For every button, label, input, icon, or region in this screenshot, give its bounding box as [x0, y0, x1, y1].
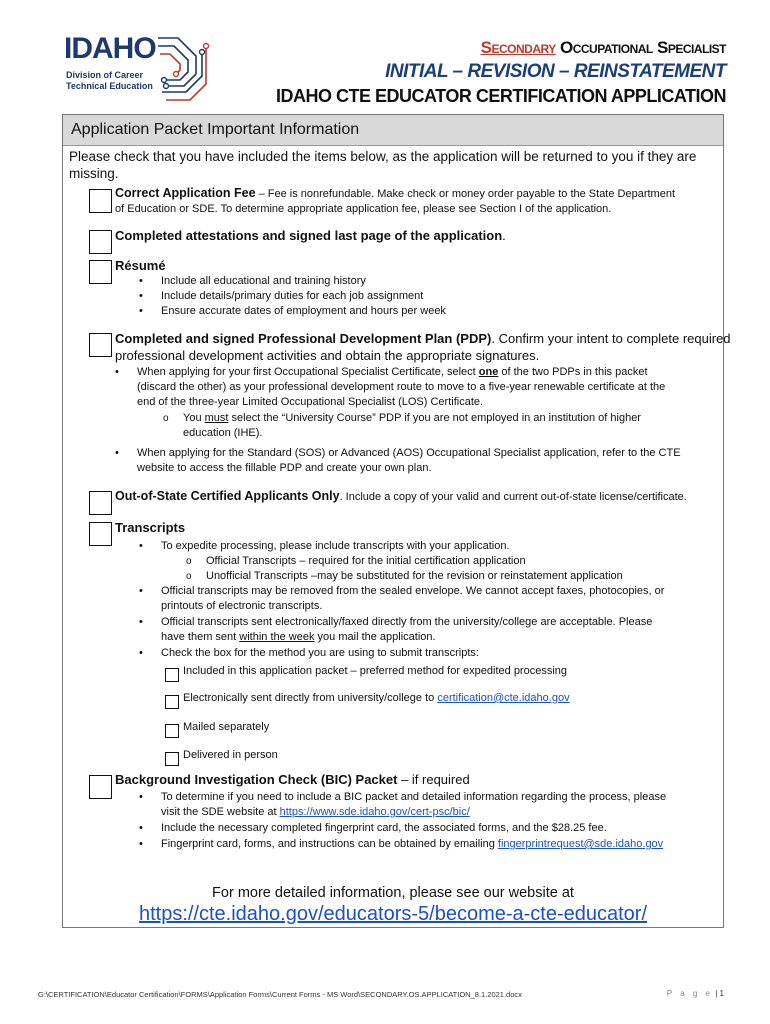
- circuit-icon: [156, 30, 210, 105]
- more-info-text: For more detailed information, please see our website at: [212, 885, 574, 901]
- bic-checkbox[interactable]: [89, 775, 112, 799]
- out-of-state-label: Out-of-State Certified Applicants Only: [115, 489, 340, 503]
- packet-info-box: [62, 114, 731, 928]
- attestations-checkbox[interactable]: [89, 230, 112, 254]
- bic-bullet-3: • Fingerprint card, forms, and instructions can be obtained by emailing fingerprintrequest@sde.idaho.gov: [161, 837, 663, 852]
- transcript-option-mailed: Mailed separately: [183, 721, 270, 733]
- header-line3: IDAHO CTE EDUCATOR CERTIFICATION APPLICATION: [276, 86, 726, 106]
- bic-label: Background Investigation Check (BIC) Packet: [115, 772, 398, 787]
- resume-checkbox[interactable]: [89, 260, 112, 284]
- transcript-option-in-person: Delivered in person: [183, 749, 278, 761]
- bic-item: Background Investigation Check (BIC) Packet – if required: [115, 772, 470, 787]
- resume-bullets: [161, 274, 446, 319]
- pdp-sub-bullet: o You must select the “University Course” PDP if you are not employed in an institution of higher education (IHE).: [183, 411, 641, 441]
- transcript-option-mailed-checkbox[interactable]: [165, 724, 179, 738]
- pdp-item: Completed and signed Professional Development Plan (PDP). Confirm your intent to complete required professional development activities and obtain the appropriate signatures.: [115, 331, 731, 363]
- transcripts-sub-bullets: o Official Transcripts – required for the initial certification application o Unofficial Transcripts –may be substituted for the revision or reinstatement application: [206, 554, 623, 584]
- transcript-option-electronic: Electronically sent directly from university/college to certification@cte.idaho.gov: [183, 692, 570, 704]
- transcript-option-included: Included in this application packet – preferred method for expedited processing: [183, 665, 568, 677]
- pdp-bullet-1: • When applying for your first Occupational Specialist Certificate, select one of the two PDPs in this packet (discard the other) as your professional development route to move to a five-year renewable certificate at the end of the three-year Limited Occupational Specialist (LOS) Certificate.: [137, 365, 665, 410]
- footer-page-number: P a g e | 1: [666, 989, 724, 998]
- transcripts-checkbox[interactable]: [89, 522, 112, 546]
- cte-logo: [60, 30, 210, 105]
- logo-wordmark: IDAHO: [64, 32, 156, 65]
- fee-checkbox[interactable]: [89, 189, 112, 213]
- transcripts-bullet-3: • Official transcripts sent electronically/faxed directly from the university/college are acceptable. Please have them sent within the week you mail the application.: [161, 615, 652, 645]
- transcript-option-electronic-checkbox[interactable]: [165, 695, 179, 709]
- out-of-state-checkbox[interactable]: [89, 491, 112, 515]
- footer-file-path: G:\CERTIFICATION\Educator Certification\FORMS\Application Forms\Current Forms - MS Word\SECONDARY.OS.APPLICATION_8.1.2021.docx: [38, 990, 522, 999]
- transcripts-bullet-2: • Official transcripts may be removed from the sealed envelope. We cannot accept faxes, photocopies, or printouts of electronic transcripts.: [161, 584, 664, 614]
- transcript-option-included-checkbox[interactable]: [165, 668, 179, 682]
- header-secondary: Secondary: [480, 38, 556, 57]
- attestations-item: Completed attestations and signed last page of the application.: [115, 228, 506, 243]
- fee-item: Correct Application Fee – Fee is nonrefundable. Make check or money order payable to the State Department of Education or SDE. To determine appropriate application fee, please see Section I of the application.: [115, 186, 676, 215]
- attestations-label: Completed attestations and signed last page of the application: [115, 228, 503, 243]
- sde-bic-link[interactable]: https://www.sde.idaho.gov/cert-psc/bic/: [279, 806, 470, 818]
- intro-text: Please check that you have included the items below, as the application will be returned to you if they are missing.: [69, 149, 697, 181]
- out-of-state-item: Out-of-State Certified Applicants Only. Include a copy of your valid and current out-of-state license/certificate.: [115, 489, 687, 503]
- transcript-option-in-person-checkbox[interactable]: [165, 752, 179, 766]
- cte-website-link[interactable]: https://cte.idaho.gov/educators-5/become-a-cte-educator/: [138, 903, 648, 925]
- box-title: Application Packet Important Information: [63, 115, 723, 146]
- certification-email-link[interactable]: certification@cte.idaho.gov: [437, 692, 570, 704]
- pdp-checkbox[interactable]: [89, 333, 112, 357]
- list-item: • Include all educational and training history: [161, 274, 446, 289]
- transcripts-bullet-4: • Check the box for the method you are using to submit transcripts:: [161, 646, 479, 661]
- fee-label: Correct Application Fee: [115, 186, 256, 200]
- resume-label: Résumé: [115, 258, 166, 273]
- bic-bullet-2: • Include the necessary completed fingerprint card, the associated forms, and the $28.25 fee.: [161, 821, 607, 836]
- list-item: • Include details/primary duties for each job assignment: [161, 289, 446, 304]
- transcripts-bullet-1: • To expedite processing, please include transcripts with your application.: [161, 539, 510, 554]
- transcripts-label: Transcripts: [115, 520, 186, 535]
- header-occupational-specialist: Occupational Specialist: [559, 38, 726, 57]
- fingerprint-email-link[interactable]: fingerprintrequest@sde.idaho.gov: [497, 838, 664, 850]
- list-item: • Ensure accurate dates of employment and hours per week: [161, 304, 446, 319]
- pdp-bullet-2: • When applying for the Standard (SOS) or Advanced (AOS) Occupational Specialist application, refer to the CTE website to access the fillable PDP and create your own plan.: [137, 446, 681, 476]
- header-line2: INITIAL – REVISION – REINSTATEMENT: [385, 61, 726, 82]
- pdp-label: Completed and signed Professional Development Plan (PDP): [115, 331, 492, 346]
- bic-bullet-1: • To determine if you need to include a BIC packet and detailed information regarding the process, please visit the SDE website at https://www.sde.idaho.gov/cert-psc/bic/: [161, 790, 666, 820]
- header-line1: [481, 38, 726, 58]
- logo-subtitle: Division of Career Technical Education: [66, 70, 153, 91]
